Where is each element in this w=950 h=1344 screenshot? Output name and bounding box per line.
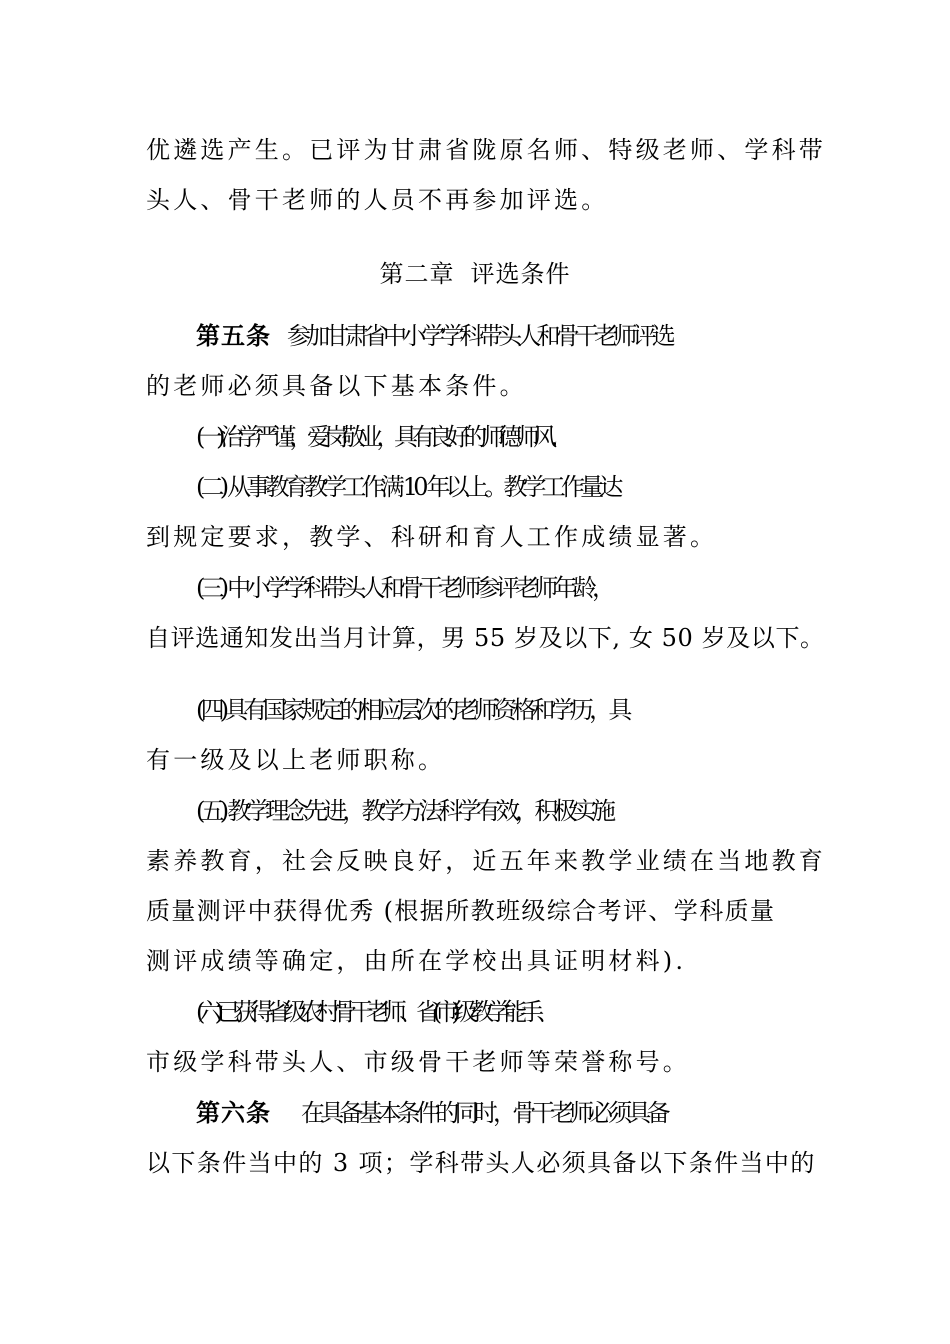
item-1-line-1: (一) 治学严谨，爱岗敬业，具有良好的师德师风. — [196, 423, 552, 451]
chapter-heading — [0, 258, 950, 290]
article6-text-1: 在具备基本条件的同时，骨干老师必须具备 — [301, 1099, 666, 1127]
article5-label: 第五条 — [196, 322, 271, 350]
item-4-line-1: (四)具有国家规定的相应层次的老师资格和学历，具 — [196, 696, 628, 724]
item-5-line-1: (五) 教学理念先进，教学方法科学有效，积极实施 — [196, 797, 612, 825]
item-5-line-2: 素养教育，社会反映良好，近五年来教学业绩在当地教育 — [146, 847, 826, 875]
chapter-title: 评选条件 — [470, 260, 571, 288]
item-2-line-1: (二) 从事教育教学工作满 10 年以上。教学工作量达 — [196, 473, 619, 501]
item-4-line-2: 有一级及以上老师职称。 — [146, 746, 446, 774]
article5-line-2: 的老师必须具备以下基本条件。 — [146, 372, 527, 400]
article5-line-1 — [196, 320, 876, 352]
chapter-number: 第二章 — [379, 260, 455, 288]
item-2-line-2: 到规定要求，教学、科研和育人工作成绩显著。 — [146, 523, 718, 551]
article6-line-2: 以下条件当中的 3 项；学科带头人必须具备以下条件当中的 — [146, 1149, 816, 1177]
article6-line-1 — [196, 1097, 876, 1129]
article5-text-1: 参加甘肃省中小学学科带头人和骨干老师评选 — [287, 322, 671, 350]
item-5-line-3: 质量测评中获得优秀 (根据所教班级综合考评、学科质量 — [146, 897, 776, 925]
item-6-line-1: (六) 已获得省级农村骨干老师、省 (市) 级教学能手、 — [196, 998, 554, 1026]
intro-line-1: 优遴选产生。已评为甘肃省陇原名师、特级老师、学科带 — [146, 136, 826, 164]
item-3-line-2: 自评选通知发出当月计算，男 55 岁及以下, 女 50 岁及以下。 — [146, 624, 825, 652]
item-6-line-2: 市级学科带头人、市级骨干老师等荣誉称号。 — [146, 1048, 690, 1076]
item-3-line-1: (三) 中小学学科带头人和骨干老师参评老师年龄， — [196, 574, 612, 602]
item-5-line-4: 测评成绩等确定，由所在学校出具证明材料). — [146, 947, 687, 975]
intro-line-2: 头人、骨干老师的人员不再参加评选。 — [146, 186, 609, 214]
article6-label: 第六条 — [196, 1099, 271, 1127]
